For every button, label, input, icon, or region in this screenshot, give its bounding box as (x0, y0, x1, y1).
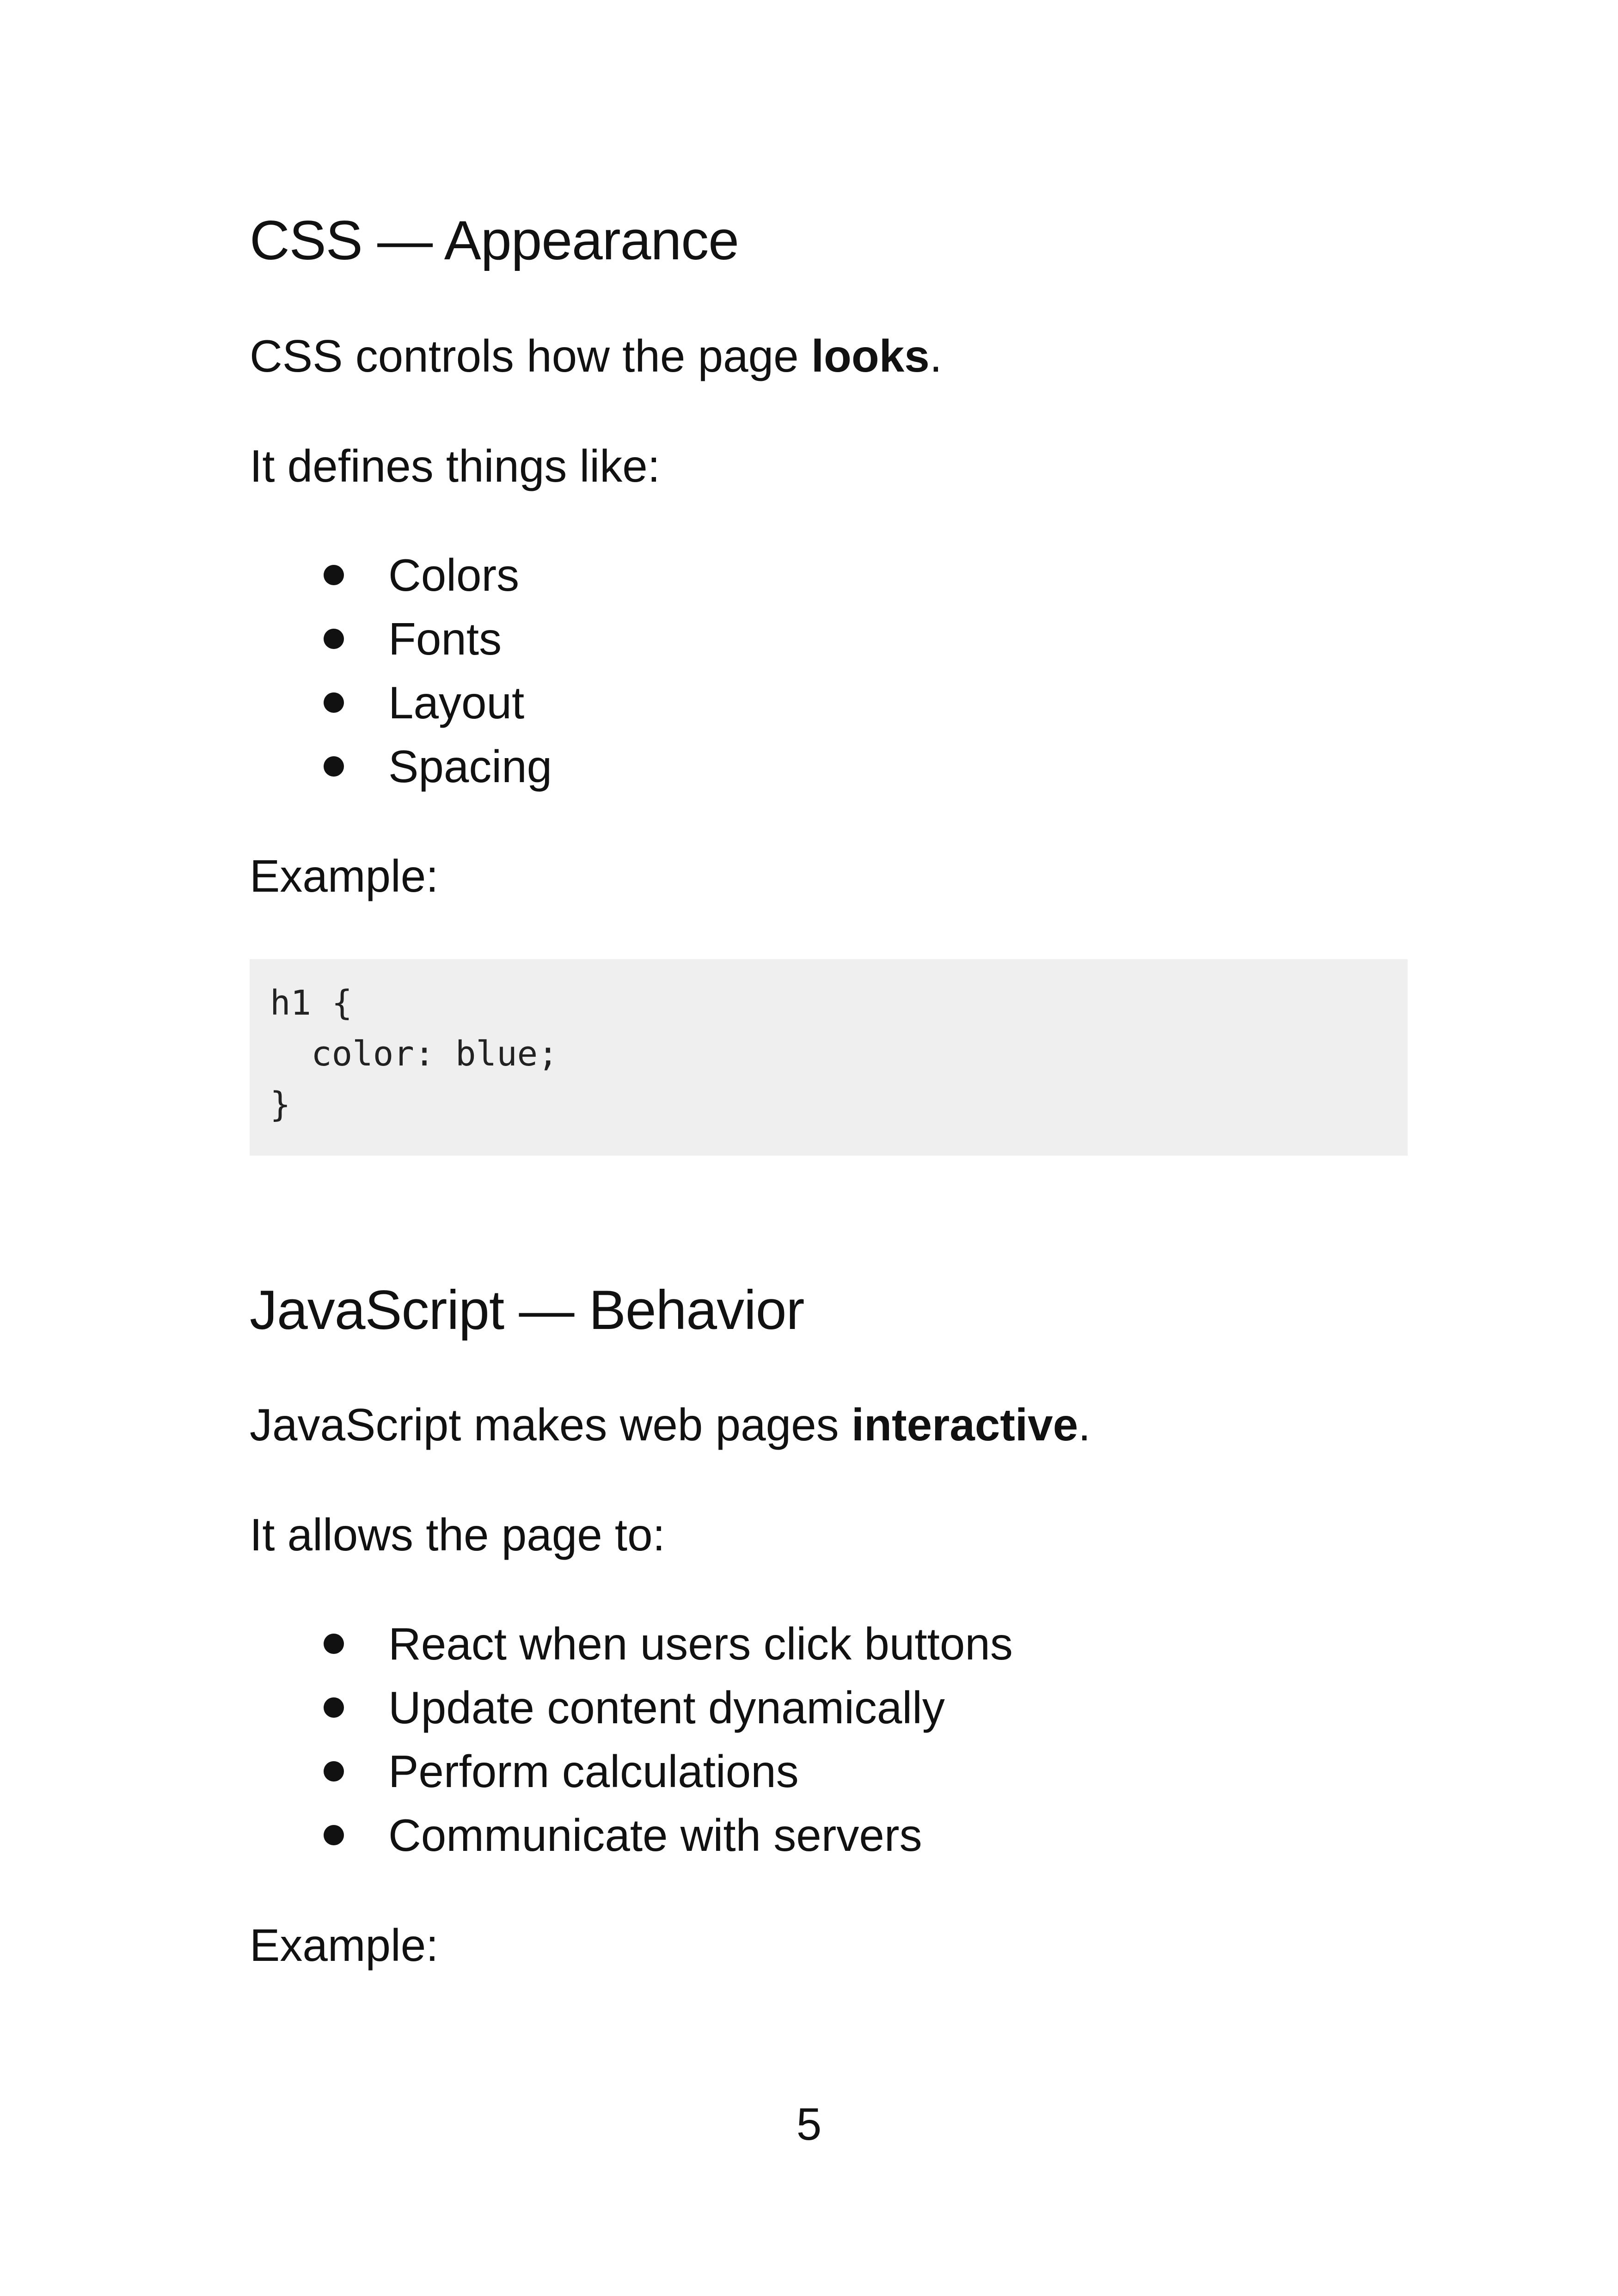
css-intro-bold: looks (811, 331, 930, 381)
bullet-icon (324, 1634, 344, 1654)
javascript-lead: It allows the page to: (250, 1509, 665, 1560)
list-item (250, 1739, 1013, 1803)
javascript-intro-end: . (1078, 1399, 1091, 1450)
list-item-text: Layout (388, 677, 525, 728)
list-item-text: Communicate with servers (388, 1810, 922, 1861)
bullet-icon (324, 629, 344, 649)
list-item (250, 607, 552, 671)
list-item (250, 543, 552, 607)
javascript-intro-bold: interactive (851, 1399, 1079, 1450)
list-item-text: React when users click buttons (388, 1618, 1013, 1669)
list-item (250, 735, 552, 798)
bullet-icon (324, 1761, 344, 1782)
css-code-block: h1 { color: blue; } (250, 959, 1408, 1156)
list-item-text: Colors (388, 550, 520, 600)
bullet-icon (324, 565, 344, 585)
javascript-intro-text: JavaScript makes web pages (250, 1399, 852, 1450)
javascript-intro (250, 1397, 1091, 1452)
javascript-example-label: Example: (250, 1920, 439, 1971)
list-item (250, 671, 552, 735)
list-item-text: Spacing (388, 741, 552, 792)
css-bullet-list (250, 543, 552, 798)
list-item (250, 1803, 1013, 1867)
bullet-icon (324, 1697, 344, 1718)
list-item-text: Update content dynamically (388, 1682, 945, 1733)
css-example-label: Example: (250, 851, 439, 901)
css-intro-end: . (929, 331, 943, 381)
css-heading: CSS — Appearance (250, 209, 739, 271)
javascript-heading: JavaScript — Behavior (250, 1279, 804, 1341)
bullet-icon (324, 756, 344, 777)
javascript-bullet-list (250, 1612, 1013, 1867)
bullet-icon (324, 1825, 344, 1845)
css-intro-text: CSS controls how the page (250, 331, 811, 381)
bullet-icon (324, 692, 344, 713)
css-intro (250, 328, 942, 384)
list-item (250, 1676, 1013, 1739)
list-item (250, 1612, 1013, 1676)
list-item-text: Perform calculations (388, 1746, 799, 1797)
css-lead: It defines things like: (250, 441, 660, 491)
page-number: 5 (796, 2099, 822, 2149)
list-item-text: Fonts (388, 613, 502, 664)
